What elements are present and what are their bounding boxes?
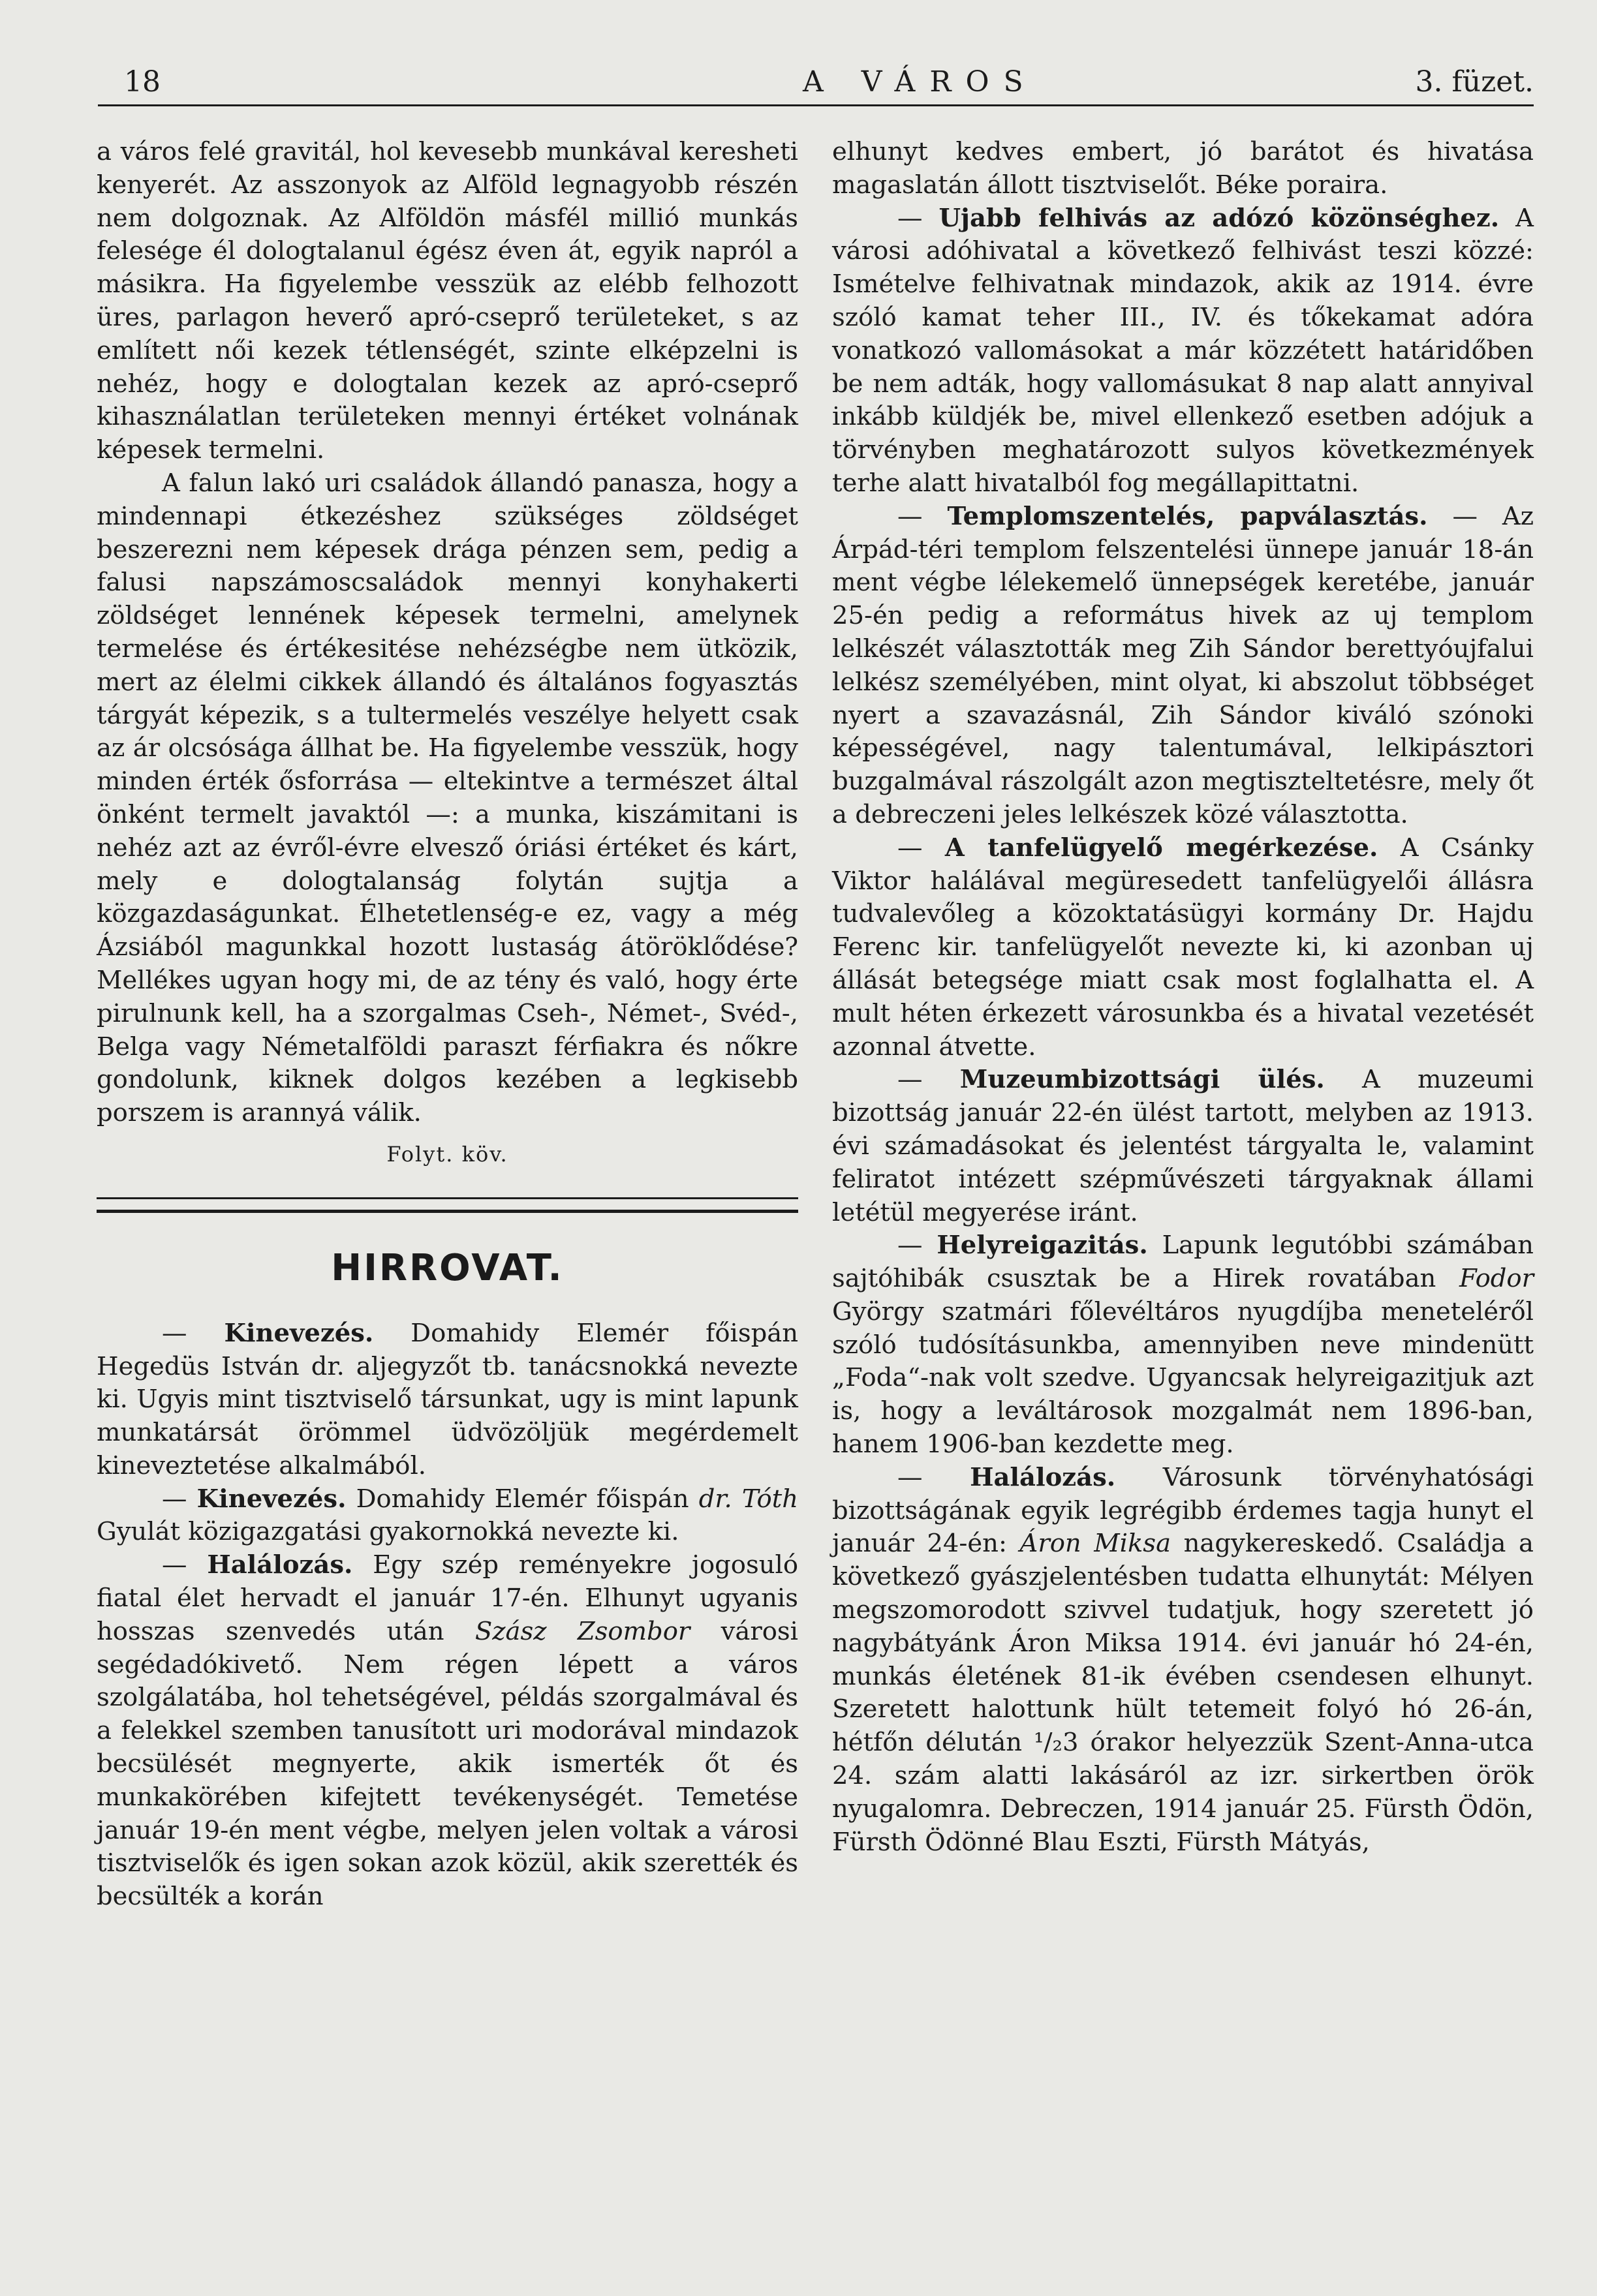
- news-item-correction: — Helyreigazitás. Lapunk legutóbbi számában sajtóhibák csusztak be a Hirek rovatában Fodor György szatmári főlevéltáros nyugdíjba meneteléről szóló tudósításunkba, amennyiben neve mindenütt „Foda“-nak volt szedve. Ugyancsak helyreigazitjuk azt is, hogy a leváltárosok mozgalmát nem 1896-ban, hanem 1906-ban kezdette meg.: [832, 1231, 1534, 1460]
- article-paragraph-2: A falun lakó uri családok állandó panasza, hogy a mindennapi étkezéshez szükséges zöldséget beszerezni nem képesek drága pénzen sem, pedig a falusi napszámoscsaládok mennyi konyhakerti zöldséget lennének képesek termelni, amelynek termelése és értékesitése nehézségbe nem ütközik, mert az élelmi cikkek állandó és általános fogyasztás tárgyát képezik, s a tultermelés veszélye helyett csak az ár olcsósága állhat be. Ha figyelembe vesszük, hogy minden érték ősforrása — eltekintve a természet által önként termelt javaktól —: a munka, kiszámitani is nehéz azt az évről-évre elvesző óriási értéket és kárt, mely e dologtalanság folytán sujtja a közgazdaságunkat. Élhetetlenség-e ez, vagy a még Ázsiából magunkkal hozott lustaság átöröklődése? Mellékes ugyan hogy mi, de az tény és való, hogy érte pirulnunk kell, ha a szorgalmas Cseh-, Német-, Svéd-, Belga vagy Németalföldi paraszt férfiakra és nőkre gondolunk, kiknek dolgos kezében a legkisebb porszem is arannyá válik.: [97, 468, 798, 1128]
- news-item-heading: Helyreigazitás.: [937, 1231, 1148, 1261]
- news-item-text: Domahidy Elemér főispán Hegedüs István dr. aljegyzőt tb. tanácsnokká nevezte ki. Ugyis mint tisztviselő társunkat, ugy is mint lapunk munkatársát örömmel üdvözöljük megérdemelt kineveztetése alkalmából.: [97, 1318, 798, 1480]
- news-item-death-2: — Halálozás. Városunk törvényhatósági bizottságának egyik legrégibb érdemes tagja hunyt el január 24-én: Áron Miksa nagykereskedő. Családja a következő gyászjelentésben tudatta elhunytát: Mélyen megszomorodott szivvel tudatjuk, hogy szeretett jó nagybátyánk Áron Miksa 1914. évi január hó 24-én, munkás életének 81-ik évében csendesen elhunyt. Szeretett halottunk hült tetemeit folyó hó 26-án, hétfőn délután ¹/₂3 órakor helyezzük Szent-Anna-utca 24. szám alatti lakásáról az izr. sirkertben örök nyugalomra. Debreczen, 1914 január 25. Fürsth Ödön, Fürsth Ödönné Blau Eszti, Fürsth Mátyás,: [832, 1462, 1534, 1857]
- continued-note: Folyt. köv.: [386, 1141, 508, 1167]
- news-item-appointment-1: — Kinevezés. Domahidy Elemér főispán Hegedüs István dr. aljegyzőt tb. tanácsnokká nevezte ki. Ugyis mint tisztviselő társunkat, ugy is mint lapunk munkatársát örömmel üdvözöljük megérdemelt kineveztetése alkalmából.: [97, 1318, 798, 1480]
- page-number: 18: [124, 65, 161, 99]
- issue-label: 3. füzet.: [1415, 65, 1534, 99]
- news-item-heading: Halálozás.: [970, 1462, 1116, 1492]
- section-title: HIRROVAT.: [331, 1246, 564, 1289]
- news-item-heading: Kinevezés.: [224, 1318, 374, 1348]
- news-item-text: Lapunk legutóbbi számában sajtóhibák csusztak be a Hirek rovatában: [832, 1231, 1534, 1294]
- news-item-appointment-2: — Kinevezés. Domahidy Elemér főispán dr. Tóth Gyulát közigazgatási gyakornokká nevezte ki.: [97, 1484, 799, 1547]
- section-divider: [97, 1197, 798, 1213]
- news-item-heading: Ujabb felhivás az adózó közönséghez.: [938, 203, 1500, 233]
- news-item-death-1: — Halálozás. Egy szép reményekre jogosuló fiatal élet hervadt el január 17-én. Elhunyt ugyanis hosszas szenvedés után Szász Zsombor városi segédadókivető. Nem régen lépett a város szolgálatába, hol tehetségével, példás szorgalmával és a felekkel szemben tanusított uri modorával mindazok becsülését megnyerte, akik ismerték őt és munkakörében kifejtett tevékenységét. Temetése január 19-én ment végbe, melyen jelen voltak a városi tisztviselők és igen sokan azok közül, akik szerették és becsülték a korán: [97, 1550, 798, 1912]
- news-item-heading: Halálozás.: [207, 1550, 353, 1580]
- news-item-text: A muzeumi bizottság január 22-én ülést tartott, melyben az 1913. évi számadásokat és jelentést tárgyalta le, valamint feliratot intézett szépművészeti tárgyaknak állami letétül megyerése iránt.: [832, 1065, 1534, 1227]
- news-item-name: dr. Tóth: [698, 1484, 799, 1514]
- news-item-text: Városunk törvényhatósági bizottságának egyik legrégibb érdemes tagja hunyt el január 24-én:: [832, 1462, 1534, 1559]
- header-rule: [98, 104, 1534, 106]
- news-item-heading: Muzeumbizottsági ülés.: [959, 1065, 1325, 1095]
- right-column: [832, 136, 1534, 1859]
- news-item-text: városi segédadókivető. Nem régen lépett a város szolgálatába, hol tehetségével, példás szorgalmával és a felekkel szemben tanusított uri modorával mindazok becsülését megnyerte, akik ismerték őt és munkakörében kifejtett tevékenységét. Temetése január 19-én ment végbe, melyen jelen voltak a városi tisztviselők és igen sokan azok közül, akik szerették és becsülték a korán: [97, 1616, 798, 1912]
- news-item-text: A Csánky Viktor halálával megüresedett tanfelügyelői állásra tudvalevőleg a közoktatásügyi kormány Dr. Hajdu Ferenc kir. tanfelügyelőt nevezte ki, ki azonban uj állását betegsége miatt csak most foglalhatta el. A mult héten érkezett városunkba és a hivatal vezetését azonnal átvette.: [832, 833, 1534, 1062]
- news-item-name: Szász Zsombor: [474, 1616, 690, 1646]
- news-item-heading: Kinevezés.: [196, 1484, 347, 1514]
- news-item-heading: Templomszentelés, papválasztás.: [947, 501, 1428, 531]
- news-item-text: — Az Árpád-téri templom felszentelési ünnepe január 18-án ment végbe lélekemelő ünnepségek keretébe, január 25-én pedig a református hivek az uj templom lelkészét választották meg Zih Sándor berettyóujfalui lelkész személyében, mint olyat, ki abszolut többséget nyert a szavazásnál, Zih Sándor kiváló szónoki képességével, nagy talentumával, lelkipásztori buzgalmával rászolgált azon megtiszteltetésre, mely őt a debreczeni jeles lelkészek közé választotta.: [832, 501, 1534, 829]
- page-header: [98, 60, 1534, 106]
- news-item-tax-notice: — Ujabb felhivás az adózó közönséghez. A városi adóhivatal a következő felhivást teszi közzé: Ismételve felhivatnak mindazok, akik az 1914. évre szóló kamat teher III., IV. és tőkekamat adóra vonatkozó vallomásokat a már közzétett határidőben be nem adták, hogy vallomásukat 8 nap alatt annyival inkább küldjék be, mivel ellenkező esetben adójuk a törvényben meghatározott sulyos következmények terhe alatt hivatalból fog megállapittatni.: [832, 203, 1534, 498]
- news-item-museum: — Muzeumbizottsági ülés. A muzeumi bizottság január 22-én ülést tartott, melyben az 1913. évi számadásokat és jelentést tárgyalta le, valamint feliratot intézett szépművészeti tárgyaknak állami letétül megyerése iránt.: [832, 1065, 1534, 1227]
- journal-title: A VÁROS: [803, 65, 1038, 99]
- news-item-name: Fodor: [1459, 1264, 1534, 1294]
- continued-paragraph: elhunyt kedves embert, jó barátot és hivatása magaslatán állott tisztviselőt. Béke poraira.: [832, 137, 1534, 200]
- news-item-church: — Templomszentelés, papválasztás. — Az Árpád-téri templom felszentelési ünnepe január 18-án ment végbe lélekemelő ünnepségek keretébe, január 25-én pedig a református hivek az uj templom lelkészét választották meg Zih Sándor berettyóujfalui lelkész személyében, mint olyat, ki abszolut többséget nyert a szavazásnál, Zih Sándor kiváló szónoki képességével, nagy talentumával, lelkipásztori buzgalmával rászolgált azon megtiszteltetésre, mely őt a debreczeni jeles lelkészek közé választotta.: [832, 501, 1534, 829]
- news-item-text: Domahidy Elemér főispán: [356, 1484, 689, 1514]
- article-paragraph-1: a város felé gravitál, hol kevesebb munkával keresheti kenyerét. Az asszonyok az Alföld legnagyobb részén nem dolgoznak. Az Alföldön másfél millió munkás felesége él dologtalanul égész éven át, egyik napról a másikra. Ha figyelembe vesszük az elébb felhozott üres, parlagon heverő apró-cseprő területeket, s az említett női kezek tétlenségét, szinte elképzelni is nehéz, hogy e dologtalan kezek az apró-cseprő kihasználatlan területeken mennyi értéket volnának képesek termelni.: [97, 137, 798, 465]
- news-item-name: Áron Miksa: [1019, 1529, 1171, 1559]
- news-item-text: György szatmári főlevéltáros nyugdíjba meneteléről szóló tudósításunkba, amennyiben neve mindenütt „Foda“-nak volt szedve. Ugyancsak helyreigazitjuk azt is, hogy a leváltárosok mozgalmát nem 1896-ban, hanem 1906-ban kezdette meg.: [832, 1296, 1534, 1460]
- news-item-text: Gyulát közigazgatási gyakornokká nevezte ki.: [97, 1517, 679, 1547]
- news-item-heading: A tanfelügyelő megérkezése.: [944, 833, 1378, 863]
- left-column: [97, 136, 798, 1914]
- news-item-text: Egy szép reményekre jogosuló fiatal élet hervadt el január 17-én. Elhunyt ugyanis hosszas szenvedés után: [97, 1550, 798, 1646]
- news-item-text: nagykereskedő. Családja a következő gyászjelentésben tudatta elhunytát: Mélyen megszomorodott szivvel tudatjuk, hogy szeretett jó nagybátyánk Áron Miksa 1914. évi január hó 24-én, munkás életének 81-ik évében csendesen elhunyt. Szeretett halottunk hült tetemeit folyó hó 26-án, hétfőn délután ¹/₂3 órakor helyezzük Szent-Anna-utca 24. szám alatti lakásáról az izr. sirkertben örök nyugalomra. Debreczen, 1914 január 25. Fürsth Ödön, Fürsth Ödönné Blau Eszti, Fürsth Mátyás,: [832, 1529, 1534, 1857]
- news-item-inspector: — A tanfelügyelő megérkezése. A Csánky Viktor halálával megüresedett tanfelügyelői állásra tudvalevőleg a közoktatásügyi kormány Dr. Hajdu Ferenc kir. tanfelügyelőt nevezte ki, ki azonban uj állását betegsége miatt csak most foglalhatta el. A mult héten érkezett városunkba és a hivatal vezetését azonnal átvette.: [832, 833, 1534, 1062]
- news-item-text: A városi adóhivatal a következő felhivást teszi közzé: Ismételve felhivatnak mindazok, akik az 1914. évre szóló kamat teher III., IV. és tőkekamat adóra vonatkozó vallomásokat a már közzétett határidőben be nem adták, hogy vallomásukat 8 nap alatt annyival inkább küldjék be, mivel ellenkező esetben adójuk a törvényben meghatározott sulyos következmények terhe alatt hivatalból fog megállapittatni.: [832, 203, 1534, 498]
